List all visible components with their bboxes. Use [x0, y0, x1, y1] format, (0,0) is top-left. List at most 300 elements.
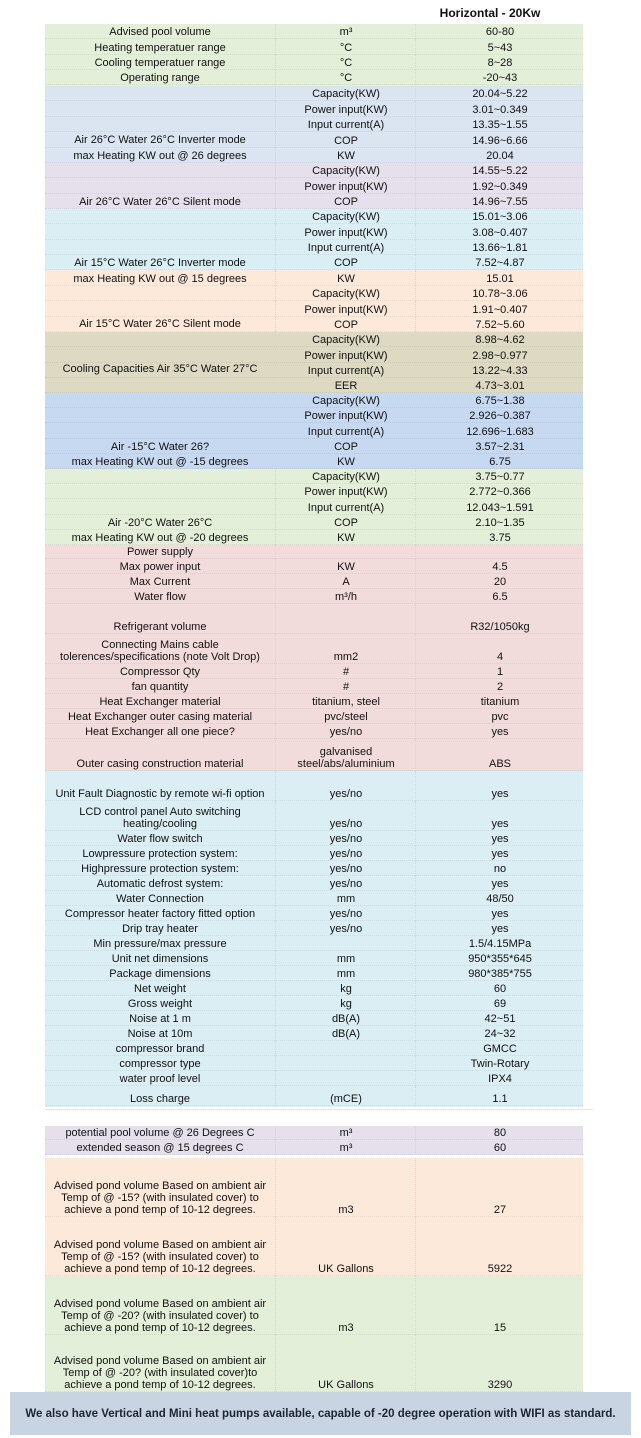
- spec-unit: mm: [275, 951, 416, 966]
- spec-unit: Capacity(KW): [275, 332, 416, 347]
- spec-unit: °C: [275, 39, 416, 54]
- spec-unit: yes/no: [275, 906, 416, 921]
- table-row: [45, 178, 583, 193]
- spec-label: compressor type: [119, 1058, 201, 1070]
- spec-label: [45, 240, 275, 255]
- table-row: [45, 1071, 583, 1086]
- spec-label: Advised pond volume Based on ambient air Temp of @ -15? (with insulated cover) to achieve a pond temp of 10-12 degrees.: [53, 1239, 267, 1275]
- spec-value: 12.696~1.683: [415, 423, 584, 438]
- table-row: [45, 679, 583, 694]
- spec-unit: °C: [275, 70, 416, 85]
- spec-unit: Capacity(KW): [275, 209, 416, 224]
- pond-block: [45, 1158, 583, 1217]
- spec-label: [45, 378, 275, 393]
- table-row: [45, 1041, 583, 1056]
- spec-unit: m³/h: [275, 589, 416, 604]
- spec-value: yes: [415, 906, 584, 921]
- spec-value: 8.98~4.62: [415, 332, 584, 347]
- spec-label: Heat Exchanger outer casing material: [67, 711, 253, 723]
- spec-value: yes: [415, 724, 584, 739]
- spec-value: 60: [415, 1140, 584, 1156]
- spec-value: 48/50: [415, 891, 584, 906]
- table-row: [45, 499, 583, 514]
- spec-unit: Capacity(KW): [275, 163, 416, 178]
- spec-unit: pvc/steel: [275, 709, 416, 724]
- header-row: [45, 0, 583, 22]
- group-title: Air -20°C Water 26°C: [107, 517, 213, 529]
- spec-unit: dB(A): [275, 1011, 416, 1026]
- spec-value: yes: [415, 876, 584, 891]
- table-row: [45, 921, 583, 936]
- spec-value: 13.22~4.33: [415, 363, 584, 378]
- spec-value: 42~51: [415, 1011, 584, 1026]
- spec-value: 1: [415, 664, 584, 679]
- spec-label: Package dimensions: [109, 968, 211, 980]
- spec-unit: KW: [275, 270, 416, 286]
- spec-label: [45, 286, 275, 302]
- performance-group: [45, 209, 583, 270]
- spec-label: Automatic defrost system:: [96, 878, 224, 890]
- spec-value: 4.73~3.01: [415, 378, 584, 393]
- spec-value: 27: [415, 1158, 584, 1217]
- performance-group: [45, 163, 583, 209]
- table-row: [45, 270, 583, 286]
- spec-unit: [275, 604, 416, 634]
- pond-block: [45, 1217, 583, 1276]
- spec-label: Operating range: [120, 72, 200, 85]
- table-row: [45, 484, 583, 499]
- table-row: [45, 332, 583, 347]
- spec-value: IPX4: [415, 1071, 584, 1086]
- spec-value: 1.92~0.349: [415, 178, 584, 193]
- spec-unit: (mCE): [275, 1086, 416, 1106]
- group-title: Air -15°C Water 26?: [110, 441, 210, 453]
- spec-label: max Heating KW out @ -15 degrees: [71, 455, 249, 468]
- group-title: Air 26°C Water 26°C Silent mode: [79, 196, 241, 208]
- spec-value: 7.52~4.87: [415, 255, 584, 270]
- table-row: [45, 24, 583, 39]
- spec-label: Advised pond volume Based on ambient air Temp of @ -20? (with insulated cover)to achieve a pond temp of 10-12 degrees.: [53, 1355, 267, 1391]
- spec-unit: m³: [275, 1124, 416, 1140]
- spec-unit: m³: [275, 24, 416, 39]
- spec-unit: COP: [275, 255, 416, 270]
- spec-unit: yes/no: [275, 921, 416, 936]
- spec-unit: Capacity(KW): [275, 469, 416, 484]
- spec-label: Compressor Qty: [119, 666, 201, 678]
- spec-value: 8~28: [415, 55, 584, 70]
- pond-block: [45, 1276, 583, 1335]
- spec-label: [45, 209, 275, 224]
- footer-banner: [10, 1392, 631, 1435]
- table-row: [45, 966, 583, 981]
- table-row: [45, 86, 583, 101]
- spec-value: 7.52~5.60: [415, 317, 584, 333]
- spec-value: 980*385*755: [415, 966, 584, 981]
- spec-unit: EER: [275, 378, 416, 393]
- pond-block: [45, 1335, 583, 1392]
- spec-unit: Input current(A): [275, 240, 416, 255]
- spec-label: Noise at 1 m: [129, 1013, 191, 1025]
- spec-unit: A: [275, 574, 416, 589]
- spec-value: [415, 545, 584, 559]
- spec-value: 20.04~5.22: [415, 86, 584, 101]
- spec-unit: m3: [275, 1276, 416, 1335]
- table-row: [45, 1217, 583, 1276]
- table-row: [45, 831, 583, 846]
- spec-unit: Capacity(KW): [275, 86, 416, 101]
- spec-value: yes: [415, 801, 584, 831]
- table-row: [45, 347, 583, 362]
- spec-label: max Heating KW out @ 15 degrees: [73, 272, 247, 285]
- spec-label: Gross weight: [127, 998, 193, 1010]
- table-row: [45, 589, 583, 604]
- spec-unit: yes/no: [275, 724, 416, 739]
- performance-group: [45, 86, 583, 163]
- spec-label: max Heating KW out @ -20 degrees: [71, 531, 249, 544]
- model-heading: Horizontal - 20Kw: [439, 6, 541, 20]
- spec-label: compressor brand: [115, 1043, 205, 1055]
- table-row: [45, 1140, 583, 1156]
- spec-label: [45, 86, 275, 101]
- spec-unit: titanium, steel: [275, 694, 416, 709]
- spec-value: pvc: [415, 709, 584, 724]
- spec-value: 1.1: [415, 1086, 584, 1106]
- table-row: [45, 469, 583, 484]
- table-row: [45, 981, 583, 996]
- spec-unit: yes/no: [275, 861, 416, 876]
- spec-label: max Heating KW out @ 26 degrees: [73, 149, 247, 162]
- spec-label: Drip tray heater: [122, 923, 198, 935]
- spec-value: 3.01~0.349: [415, 101, 584, 116]
- spec-label: Power supply: [126, 546, 194, 558]
- spec-value: -20~43: [415, 70, 584, 85]
- spec-value: 3.57~2.31: [415, 439, 584, 454]
- table-row: [45, 1086, 583, 1106]
- spec-label: [45, 499, 275, 514]
- spec-unit: UK Gallons: [275, 1217, 416, 1276]
- spec-label: Highpressure protection system:: [81, 863, 239, 875]
- spec-unit: dB(A): [275, 1026, 416, 1041]
- table-row: [45, 408, 583, 423]
- spec-unit: COP: [275, 194, 416, 209]
- spec-label: Max power input: [119, 561, 201, 573]
- table-row: [45, 634, 583, 664]
- spec-unit: Power input(KW): [275, 101, 416, 116]
- spec-value: 3290: [415, 1335, 584, 1392]
- group-title: Air 26°C Water 26°C Inverter mode: [74, 134, 246, 146]
- table-row: [45, 423, 583, 438]
- table-row: [45, 801, 583, 831]
- spec-unit: galvanised steel/abs/aluminium: [275, 739, 416, 771]
- spec-value: 69: [415, 996, 584, 1011]
- table-row: [45, 393, 583, 408]
- spec-value: 80: [415, 1124, 584, 1140]
- table-row: [45, 559, 583, 574]
- spec-label: Lowpressure protection system:: [82, 848, 238, 860]
- spec-unit: Power input(KW): [275, 408, 416, 423]
- spec-unit: mm: [275, 891, 416, 906]
- spec-value: 15: [415, 1276, 584, 1335]
- table-row: [45, 530, 583, 545]
- spec-unit: yes/no: [275, 771, 416, 801]
- table-row: [45, 55, 583, 70]
- spec-label: Heating temperatuer range: [94, 41, 226, 54]
- group-title: Cooling Capacities Air 35°C Water 27°C: [62, 363, 258, 375]
- spec-unit: [275, 936, 416, 951]
- spec-unit: Capacity(KW): [275, 393, 416, 408]
- spec-value: titanium: [415, 694, 584, 709]
- spec-unit: Input current(A): [275, 117, 416, 132]
- spec-unit: COP: [275, 439, 416, 454]
- spec-label: Advised pond volume Based on ambient air Temp of @ -20? (with insulated cover) to achieve a pond temp of 10-12 degrees.: [53, 1298, 267, 1334]
- spec-value: yes: [415, 921, 584, 936]
- spec-label: Noise at 10m: [127, 1028, 193, 1040]
- spec-value: 6.75~1.38: [415, 393, 584, 408]
- spec-value: yes: [415, 771, 584, 801]
- spec-label: [45, 332, 275, 347]
- table-row: [45, 148, 583, 163]
- spec-unit: yes/no: [275, 831, 416, 846]
- spec-label: Water flow switch: [117, 833, 203, 845]
- spec-unit: yes/no: [275, 846, 416, 861]
- table-row: [45, 996, 583, 1011]
- performance-group: [45, 332, 583, 393]
- spec-value: 4: [415, 634, 584, 664]
- table-row: [45, 301, 583, 317]
- spec-unit: mm: [275, 966, 416, 981]
- spec-unit: KW: [275, 148, 416, 163]
- spec-value: 3.08~0.407: [415, 224, 584, 239]
- spec-unit: kg: [275, 996, 416, 1011]
- spec-value: 1.5/4.15MPa: [415, 936, 584, 951]
- table-row: [45, 771, 583, 801]
- spec-unit: Power input(KW): [275, 224, 416, 239]
- spec-label: [45, 101, 275, 116]
- general-block: [45, 24, 583, 86]
- spec-unit: [275, 545, 416, 559]
- spec-unit: Input current(A): [275, 499, 416, 514]
- spec-label: [45, 117, 275, 132]
- spec-unit: COP: [275, 317, 416, 333]
- table-row: [45, 454, 583, 469]
- spec-label: Heat Exchanger all one piece?: [85, 726, 235, 738]
- spec-label: [45, 469, 275, 484]
- spec-unit: COP: [275, 515, 416, 530]
- group-title: Air 15°C Water 26°C Inverter mode: [74, 257, 246, 269]
- spec-value: 14.55~5.22: [415, 163, 584, 178]
- spec-label: Compressor heater factory fitted option: [64, 908, 256, 920]
- spec-value: 15.01~3.06: [415, 209, 584, 224]
- spec-label: Loss charge: [130, 1093, 190, 1105]
- table-row: [45, 209, 583, 224]
- table-row: [45, 1026, 583, 1041]
- table-row: [45, 664, 583, 679]
- spec-value: 6.75: [415, 454, 584, 469]
- spec-unit: Input current(A): [275, 363, 416, 378]
- spec-label: [45, 301, 275, 317]
- group-title: Air 15°C Water 26°C Silent mode: [79, 318, 241, 330]
- spec-label: extended season @ 15 degrees C: [76, 1142, 244, 1154]
- table-row: [45, 861, 583, 876]
- table-row: [45, 1335, 583, 1392]
- spec-value: 3.75~0.77: [415, 469, 584, 484]
- spec-unit: KW: [275, 454, 416, 469]
- table-row: [45, 240, 583, 255]
- pool-block: [45, 1124, 583, 1155]
- spec-unit: Capacity(KW): [275, 286, 416, 302]
- spec-value: yes: [415, 846, 584, 861]
- table-row: [45, 936, 583, 951]
- table-separator: [45, 1109, 593, 1126]
- spec-unit: m³: [275, 1140, 416, 1156]
- table-row: [45, 378, 583, 393]
- spec-value: 24~32: [415, 1026, 584, 1041]
- table-row: [45, 70, 583, 85]
- spec-label: Connecting Mains cable tolerences/specifications (note Volt Drop): [60, 639, 260, 663]
- spec-value: 2.926~0.387: [415, 408, 584, 423]
- table-row: [45, 906, 583, 921]
- spec-label: Refrigerant volume: [113, 621, 207, 633]
- table-row: [45, 604, 583, 634]
- table-row: [45, 1011, 583, 1026]
- spec-value: 6.5: [415, 589, 584, 604]
- spec-unit: m3: [275, 1158, 416, 1217]
- table-row: [45, 117, 583, 132]
- spec-value: no: [415, 861, 584, 876]
- spec-unit: Power input(KW): [275, 347, 416, 362]
- table-row: [45, 163, 583, 178]
- spec-value: 2.772~0.366: [415, 484, 584, 499]
- spec-label: fan quantity: [131, 681, 189, 693]
- spec-label: Min pressure/max pressure: [93, 938, 227, 950]
- spec-value: 3.75: [415, 530, 584, 545]
- footer-text: We also have Vertical and Mini heat pumps available, capable of -20 degree operation with WIFI as standard.: [25, 1407, 616, 1420]
- spec-value: 5922: [415, 1217, 584, 1276]
- table-row: [45, 694, 583, 709]
- spec-label: Outer casing construction material: [76, 758, 244, 770]
- performance-group: [45, 469, 583, 545]
- spec-unit: KW: [275, 530, 416, 545]
- spec-value: 15.01: [415, 270, 584, 286]
- spec-value: 2.10~1.35: [415, 515, 584, 530]
- spec-label: Advised pool volume: [109, 26, 211, 39]
- spec-label: [45, 484, 275, 499]
- spec-value: 12.043~1.591: [415, 499, 584, 514]
- spec-label: Unit Fault Diagnostic by remote wi-fi option: [55, 788, 265, 800]
- spec-unit: °C: [275, 55, 416, 70]
- spec-unit: #: [275, 679, 416, 694]
- spec-unit: kg: [275, 981, 416, 996]
- features-block: [45, 771, 583, 1107]
- spec-label: [45, 423, 275, 438]
- performance-group: [45, 393, 583, 469]
- spec-unit: #: [275, 664, 416, 679]
- spec-value: 1.91~0.407: [415, 301, 584, 317]
- table-row: [45, 951, 583, 966]
- table-row: [45, 286, 583, 302]
- spec-value: ABS: [415, 739, 584, 771]
- table-row: [45, 574, 583, 589]
- spec-value: 950*355*645: [415, 951, 584, 966]
- spec-value: 14.96~7.55: [415, 194, 584, 209]
- spec-value: 60-80: [415, 24, 584, 39]
- spec-unit: Power input(KW): [275, 301, 416, 317]
- table-row: [45, 224, 583, 239]
- spec-unit: COP: [275, 132, 416, 147]
- table-row: [45, 545, 583, 559]
- table-row: [45, 1056, 583, 1071]
- spec-label: Water flow: [134, 591, 186, 603]
- spec-label: [45, 224, 275, 239]
- spec-unit: yes/no: [275, 801, 416, 831]
- spec-unit: yes/no: [275, 876, 416, 891]
- spec-label: [45, 163, 275, 178]
- spec-unit: [275, 1071, 416, 1086]
- spec-value: R32/1050kg: [415, 604, 584, 634]
- spec-label: [45, 408, 275, 423]
- spec-value: 13.66~1.81: [415, 240, 584, 255]
- spec-value: 5~43: [415, 39, 584, 54]
- performance-group: [45, 270, 583, 332]
- spec-label: Unit net dimensions: [111, 953, 209, 965]
- table-row: [45, 39, 583, 54]
- spec-unit: [275, 1041, 416, 1056]
- spec-label: [45, 347, 275, 362]
- electrical-block: [45, 545, 583, 771]
- spec-value: 20.04: [415, 148, 584, 163]
- spec-unit: UK Gallons: [275, 1335, 416, 1392]
- spec-label: Max Current: [129, 576, 191, 588]
- spec-label: Heat Exchanger material: [99, 696, 221, 708]
- spec-label: Net weight: [134, 983, 186, 995]
- spec-unit: KW: [275, 559, 416, 574]
- spec-label: Advised pond volume Based on ambient air Temp of @ -15? (with insulated cover) to achieve a pond temp of 10-12 degrees.: [53, 1180, 267, 1216]
- spec-value: Twin-Rotary: [415, 1056, 584, 1071]
- spec-value: yes: [415, 831, 584, 846]
- table-row: [45, 724, 583, 739]
- spec-value: 4.5: [415, 559, 584, 574]
- table-row: [45, 739, 583, 771]
- table-row: [45, 1124, 583, 1140]
- spec-label: [45, 178, 275, 193]
- spec-value: 2.98~0.977: [415, 347, 584, 362]
- spec-label: water proof level: [119, 1073, 201, 1085]
- spec-unit: Power input(KW): [275, 484, 416, 499]
- spec-unit: [275, 1056, 416, 1071]
- spec-value: GMCC: [415, 1041, 584, 1056]
- spec-unit: Input current(A): [275, 423, 416, 438]
- table-row: [45, 1158, 583, 1217]
- spec-value: 2: [415, 679, 584, 694]
- table-row: [45, 891, 583, 906]
- spec-label: [45, 393, 275, 408]
- spec-unit: Power input(KW): [275, 178, 416, 193]
- table-row: [45, 846, 583, 861]
- table-row: [45, 876, 583, 891]
- spec-label: Cooling temperatuer range: [94, 56, 226, 69]
- spec-value: 20: [415, 574, 584, 589]
- table-row: [45, 101, 583, 116]
- spec-value: 10.78~3.06: [415, 286, 584, 302]
- table-row: [45, 1276, 583, 1335]
- spec-label: LCD control panel Auto switching heating/cooling: [79, 806, 241, 830]
- spec-unit: mm2: [275, 634, 416, 664]
- spec-label: Water Connection: [116, 893, 204, 905]
- spec-value: 60: [415, 981, 584, 996]
- table-row: [45, 709, 583, 724]
- spec-value: 14.96~6.66: [415, 132, 584, 147]
- spec-label: potential pool volume @ 26 Degrees C: [65, 1126, 255, 1139]
